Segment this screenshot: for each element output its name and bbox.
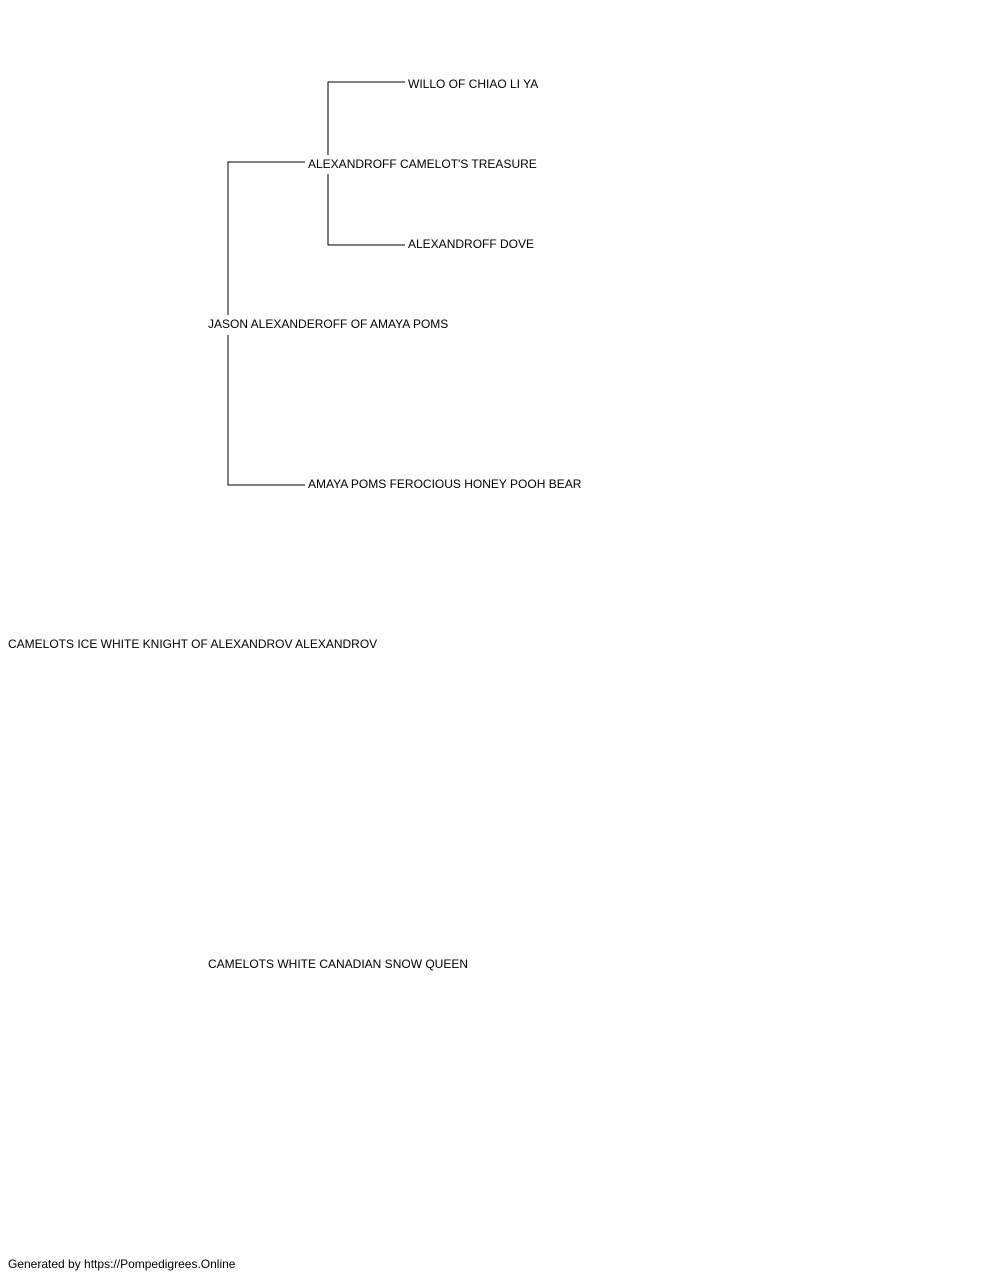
pedigree-sire-name: JASON ALEXANDEROFF OF AMAYA POMS [208, 317, 449, 331]
pedigree-subject-name: CAMELOTS ICE WHITE KNIGHT OF ALEXANDROV ALEXANDROV [8, 637, 378, 651]
pedigree-dam-name: CAMELOTS WHITE CANADIAN SNOW QUEEN [208, 957, 469, 971]
pedigree-sire-dam-name: AMAYA POMS FEROCIOUS HONEY POOH BEAR [308, 477, 582, 491]
connector-sire-sire-to-sire-sire-dam [328, 174, 405, 245]
connector-sire-to-sire-sire [228, 162, 305, 315]
connector-sire-sire-to-sire-sire-sire [328, 82, 405, 155]
pedigree-sire-sire-sire-name: WILLO OF CHIAO LI YA [408, 77, 539, 91]
connector-sire-to-sire-dam [228, 335, 305, 485]
pedigree-sire-sire-name: ALEXANDROFF CAMELOT'S TREASURE [308, 157, 537, 171]
generated-by-footer: Generated by https://Pompedigrees.Online [8, 1257, 236, 1271]
pedigree-sire-sire-dam-name: ALEXANDROFF DOVE [408, 237, 535, 251]
